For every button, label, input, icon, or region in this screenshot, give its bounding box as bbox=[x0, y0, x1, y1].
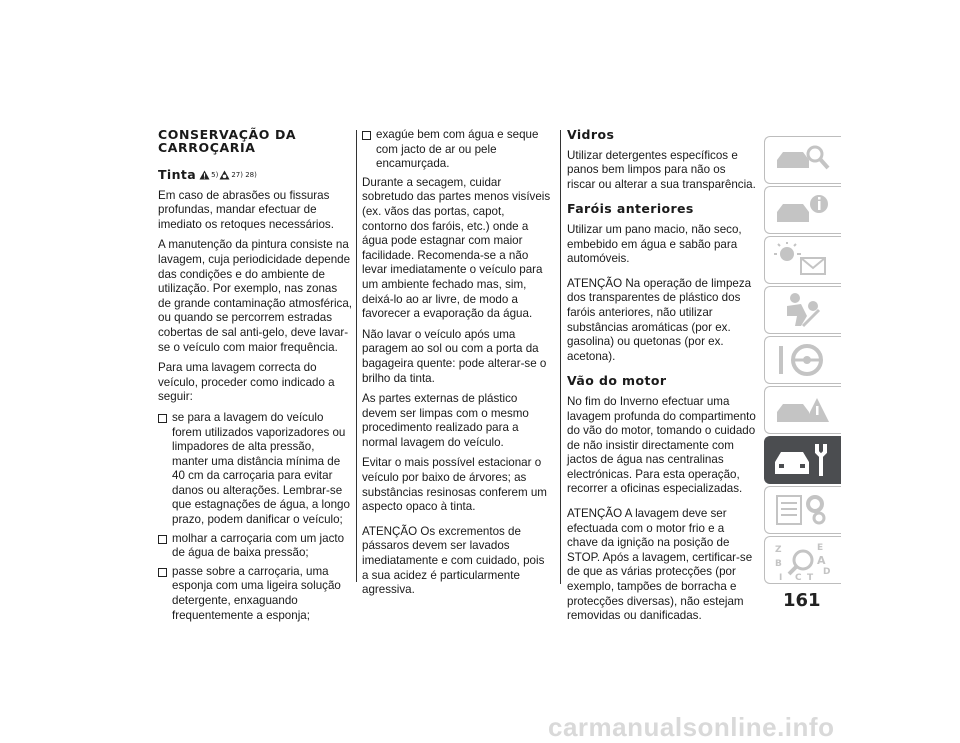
chapter-tab-driving[interactable] bbox=[764, 336, 841, 384]
chapter-tab-index[interactable] bbox=[764, 536, 841, 584]
ref-27: 27) bbox=[231, 171, 243, 179]
column-divider-1 bbox=[356, 130, 357, 582]
list-item-text: passe sobre a carroçaria, uma esponja com uma ligeira solução detergente, enxaguando frequentemente a esponja; bbox=[172, 564, 341, 622]
list-item bbox=[362, 128, 552, 172]
index-letter-z: Z bbox=[775, 545, 782, 555]
index-letter-a: A bbox=[817, 554, 826, 567]
caution-triangle-icon bbox=[219, 170, 230, 180]
chapter-tab-maintenance[interactable] bbox=[764, 436, 841, 484]
ref-28: 28) bbox=[245, 171, 257, 179]
spec-gears-icon bbox=[773, 492, 833, 528]
index-letter-b: B bbox=[775, 559, 782, 569]
light-mail-icon bbox=[773, 242, 833, 278]
heading-tinta-text: Tinta bbox=[158, 167, 197, 182]
paragraph: No fim do Inverno efectuar uma lavagem profunda do compartimento do vão do motor, tomando o cuidado de não insistir directamente com jactos de água nas centralinas electrónicas. Para esta operação, recorrer a oficinas especializadas. bbox=[567, 394, 756, 496]
checkbox-bullet-icon bbox=[362, 131, 371, 140]
chapter-tab-safety[interactable] bbox=[764, 286, 841, 334]
index-letter-t: T bbox=[807, 573, 814, 582]
section-title: CONSERVAÇÃO DA CARROÇARIA bbox=[158, 127, 297, 155]
index-letter-e: E bbox=[817, 543, 824, 553]
bullet-list bbox=[158, 411, 352, 623]
car-search-icon bbox=[773, 142, 833, 178]
chapter-tab-specs[interactable] bbox=[764, 486, 841, 534]
chapter-tab-lights[interactable] bbox=[764, 236, 841, 284]
paragraph: Utilizar um pano macio, não seco, embebido em água e sabão para automóveis. bbox=[567, 222, 742, 266]
attention-note: ATENÇÃO Na operação de limpeza dos transparentes de plástico dos faróis anteriores, não utilizar substâncias aromáticas (por ex. gasolina) ou quetonas (por ex. acetona). bbox=[567, 276, 752, 363]
column-3 bbox=[567, 128, 757, 630]
list-item-text: exagúe bem com água e seque com jacto de ar ou pele encamurçada. bbox=[376, 128, 539, 171]
car-info-icon bbox=[773, 192, 833, 228]
bullet-list bbox=[362, 128, 552, 172]
chapter-tab-knowing-car[interactable] bbox=[764, 136, 841, 184]
paragraph: Não lavar o veículo após uma paragem ao sol ou com a porta da bagageira quente: pode alterar-se o brilho da tinta. bbox=[362, 327, 547, 385]
warning-refs bbox=[198, 168, 257, 183]
heading-motor: Vão do motor bbox=[567, 373, 667, 389]
ref-5: 5) bbox=[211, 171, 219, 179]
column-1 bbox=[158, 128, 352, 627]
checkbox-bullet-icon bbox=[158, 414, 167, 423]
page-number: 161 bbox=[783, 590, 821, 611]
index-letter-i: I bbox=[779, 573, 783, 582]
car-warning-icon bbox=[773, 392, 833, 428]
column-divider-2 bbox=[560, 130, 561, 584]
list-item-text: se para a lavagem do veículo forem utilizados vaporizadores ou limpadores de alta pressão, manter uma distância mínima de 40 cm da carroçaria para evitar danos ou alterações. Lembrar-se que estagnações de água, a longo prazo, podem danificar o veículo; bbox=[172, 410, 350, 527]
attention-note: ATENÇÃO A lavagem deve ser efectuada com o motor frio e a chave da ignição na posição de STOP. Após a lavagem, certificar-se de que as várias protecções (por exemplo, tampões de borracha e protecções diversas), não estejam removidas ou danificadas. bbox=[567, 507, 753, 623]
index-letter-d: D bbox=[823, 567, 831, 577]
list-item bbox=[158, 532, 352, 561]
heading-farois: Faróis anteriores bbox=[567, 201, 694, 217]
paragraph: A manutenção da pintura consiste na lavagem, cuja periodicidade depende das condições e do ambiente de utilização. Por exemplo, nas zonas de grande contaminação atmosférica, ou quando se percorrem estradas cobertas de sal anti-gelo, deve lavar-se o veículo com maior frequência. bbox=[158, 238, 352, 354]
paragraph: Em caso de abrasões ou fissuras profundas, mandar efectuar de imediato os retoques necessários. bbox=[158, 188, 334, 231]
chapter-tab-emergency[interactable] bbox=[764, 386, 841, 434]
paragraph: Utilizar detergentes específicos e panos bem limpos para não os riscar ou alterar a sua transparência. bbox=[567, 148, 756, 191]
list-item bbox=[158, 565, 352, 623]
steering-wheel-icon bbox=[773, 342, 833, 378]
chapter-tab-info[interactable] bbox=[764, 186, 841, 234]
column-2 bbox=[362, 128, 552, 604]
heading-vidros: Vidros bbox=[567, 127, 615, 142]
car-wrench-icon bbox=[773, 442, 833, 478]
paragraph: As partes externas de plástico devem ser limpas com o mesmo procedimento realizado para a normal lavagem do veículo. bbox=[362, 392, 529, 449]
warning-triangle-icon bbox=[199, 170, 210, 180]
attention-note: ATENÇÃO Os excrementos de pássaros devem ser lavados imediatamente e com cuidado, pois a sua acidez é particularmente agressiva. bbox=[362, 524, 545, 597]
list-item bbox=[158, 411, 352, 528]
airbag-person-icon bbox=[773, 292, 833, 328]
checkbox-bullet-icon bbox=[158, 535, 167, 544]
heading-tinta bbox=[158, 168, 352, 183]
watermark: carmanualsonline.info bbox=[548, 712, 835, 742]
paragraph: Evitar o mais possível estacionar o veículo por baixo de árvores; as substâncias resinosas conferem um aspecto opaco à tinta. bbox=[362, 456, 547, 514]
list-item-text: molhar a carroçaria com um jacto de água de baixa pressão; bbox=[172, 531, 345, 560]
paragraph: Para uma lavagem correcta do veículo, proceder como indicado a seguir: bbox=[158, 361, 335, 404]
index-letter-c: C bbox=[795, 573, 802, 582]
paragraph: Durante a secagem, cuidar sobretudo das partes menos visíveis (ex. vãos das portas, capot, contorno dos faróis, etc.) onde a água pode estagnar com maior facilidade. Recomenda-se a não levar imediatamente o veículo para um ambiente fechado mas, sim, deixá-lo ao ar livre, de modo a favorecer a evaporação da água. bbox=[362, 175, 551, 321]
index-letters-icon bbox=[773, 542, 833, 582]
checkbox-bullet-icon bbox=[158, 568, 167, 577]
